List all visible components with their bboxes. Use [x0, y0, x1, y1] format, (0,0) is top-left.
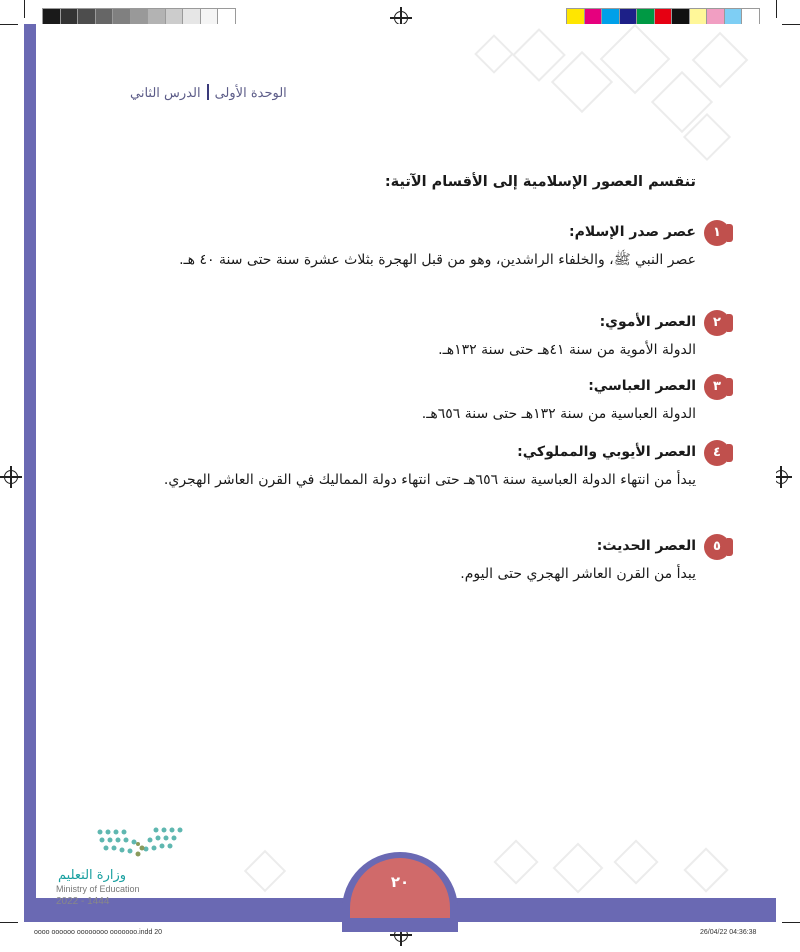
section-abbasid: [136, 374, 721, 428]
crop-mark: [782, 24, 800, 25]
section-umayyad: [136, 310, 721, 364]
section-modern: [136, 534, 721, 588]
section-ayyubid-mamluk: [136, 440, 721, 494]
header-separator: [207, 84, 209, 100]
intro-text: تنقسم العصور الإسلامية إلى الأقسام الآتية:: [384, 174, 696, 190]
section-body: يبدأ من القرن العاشر الهجري حتى اليوم.: [460, 566, 696, 582]
section-title: العصر العباسي:: [588, 378, 696, 394]
section-body: يبدأ من انتهاء الدولة العباسية سنة ٦٥٦هـ حتى انتهاء دولة المماليك في القرن العاشر الهجري.: [163, 472, 696, 488]
section-body: الدولة الأموية من سنة ٤١هـ حتى سنة ١٣٢هـ.: [438, 342, 696, 358]
section-title: العصر الأموي:: [599, 314, 696, 330]
section-number-badge: ٥: [704, 534, 730, 560]
crop-mark: [776, 0, 777, 18]
page-side-band: [24, 24, 36, 914]
crop-mark: [0, 24, 18, 25]
unit-label: الوحدة الأولى: [214, 86, 287, 101]
crop-mark: [0, 922, 18, 923]
section-number-badge: ٤: [704, 440, 730, 466]
registration-mark-top: [394, 11, 408, 25]
lesson-header: [130, 84, 287, 101]
crop-mark: [782, 922, 800, 923]
registration-mark-right: [774, 470, 788, 484]
crop-mark: [24, 0, 25, 18]
section-title: العصر الحديث:: [596, 538, 696, 554]
print-slug-timestamp: 26/04/22 04:36:38: [700, 929, 757, 936]
lesson-label: الدرس الثاني: [130, 86, 201, 101]
section-title: العصر الأيوبي والمملوكي:: [517, 444, 696, 460]
ministry-name-arabic: وزارة التعليم: [58, 868, 127, 883]
section-title: عصر صدر الإسلام:: [569, 224, 696, 240]
section-body: الدولة العباسية من سنة ١٣٢هـ حتى سنة ٦٥٦هـ.: [421, 406, 696, 422]
page-number: ٢٠: [350, 858, 450, 918]
section-number-badge: ١: [704, 220, 730, 246]
edition-year: 2022 - 1444: [56, 896, 110, 907]
print-slug-file: oooo oooooo oooooooo ooooooo.indd 20: [34, 929, 163, 936]
section-body: عصر النبي ﷺ، والخلفاء الراشدين، وهو من قبل الهجرة بثلاث عشرة سنة حتى سنة ٤٠ هـ.: [179, 252, 696, 268]
section-number-badge: ٣: [704, 374, 730, 400]
section-number-badge: ٢: [704, 310, 730, 336]
ministry-name-english: Ministry of Education: [56, 884, 140, 894]
section-early-islam: [136, 220, 721, 274]
registration-mark-left: [4, 470, 18, 484]
